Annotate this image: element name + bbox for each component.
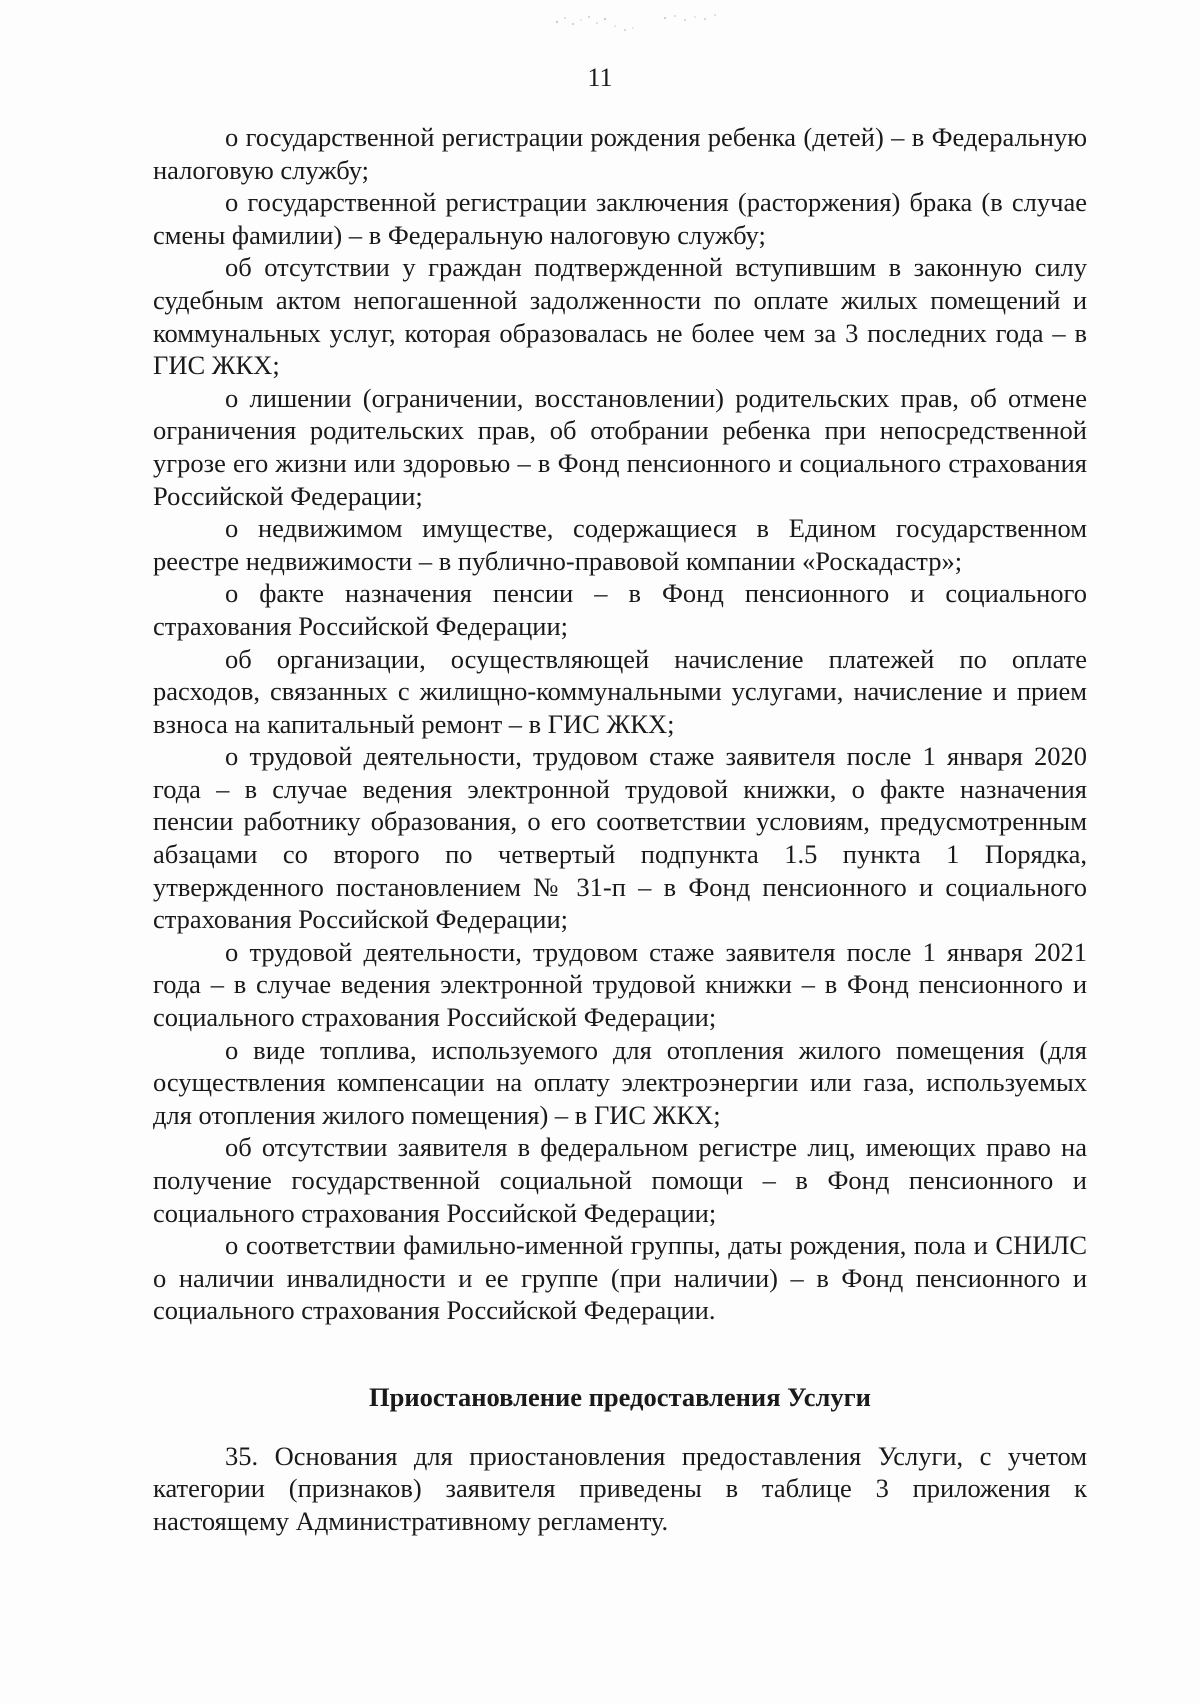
paragraph: о государственной регистрации заключения (расторжения) брака (в случае смены фамилии) – в Федеральную налоговую службу; <box>153 187 1087 250</box>
paragraph: о недвижимом имуществе, содержащиеся в Едином государственном реестре недвижимости – в публично-правовой компании «Роскадастр»; <box>153 513 1087 576</box>
section-heading: Приостановление предоставления Услуги <box>369 1381 871 1412</box>
section-paragraph: 35. Основания для приостановления предоставления Услуги, с учетом категории (признаков) заявителя приведены в таблице 3 приложения к настоящему Административному регламенту. <box>153 1440 1087 1536</box>
document-body <box>153 121 1087 1537</box>
paragraph: об организации, осуществляющей начисление платежей по оплате расходов, связанных с жилищно-коммунальными услугами, начисление и прием взноса на капитальный ремонт – в ГИС ЖКХ; <box>153 643 1087 739</box>
paragraph: о виде топлива, используемого для отопления жилого помещения (для осуществления компенсации на оплату электроэнергии или газа, используемых для отопления жилого помещения) – в ГИС ЖКХ; <box>153 1034 1087 1130</box>
paragraph: об отсутствии заявителя в федеральном регистре лиц, имеющих право на получение государственной социальной помощи – в Фонд пенсионного и социального страхования Российской Федерации; <box>153 1132 1087 1228</box>
page-number: 11 <box>587 63 613 92</box>
paragraph: о государственной регистрации рождения ребенка (детей) – в Федеральную налоговую службу; <box>153 122 1087 185</box>
paragraph: о факте назначения пенсии – в Фонд пенсионного и социального страхования Российской Федерации; <box>153 578 1087 641</box>
paragraph: о трудовой деятельности, трудовом стаже заявителя после 1 января 2021 года – в случае ведения электронной трудовой книжки – в Фонд пенсионного и социального страхования Российской Федерации; <box>153 936 1087 1033</box>
paragraph: об отсутствии у граждан подтвержденной вступившим в законную силу судебным актом непогашенной задолженности по оплате жилых помещений и коммунальных услуг, которая образовалась не более чем за 3 последних года – в ГИС ЖКХ; <box>153 252 1087 381</box>
paragraph: о соответствии фамильно-именной группы, даты рождения, пола и СНИЛС о наличии инвалидности и ее группе (при наличии) – в Фонд пенсионного и социального страхования Российской Федерации. <box>153 1230 1087 1326</box>
paragraph: о лишении (ограничении, восстановлении) родительских прав, об отмене ограничения родительских прав, об отобрании ребенка при непосредственной угрозе его жизни или здоровью – в Фонд пенсионного и социального страхования Российской Федерации; <box>153 382 1087 511</box>
paragraph: о трудовой деятельности, трудовом стаже заявителя после 1 января 2020 года – в случае ведения электронной трудовой книжки, о факте назначения пенсии работнику образования, о его соответствии условиям, предусмотренным абзацами со второго по четвертый подпункта 1.5 пункта 1 Порядка, утвержденного постановлением № 31-п – в Фонд пенсионного и социального страхования Российской Федерации; <box>153 741 1087 935</box>
scan-artifact <box>545 8 735 36</box>
